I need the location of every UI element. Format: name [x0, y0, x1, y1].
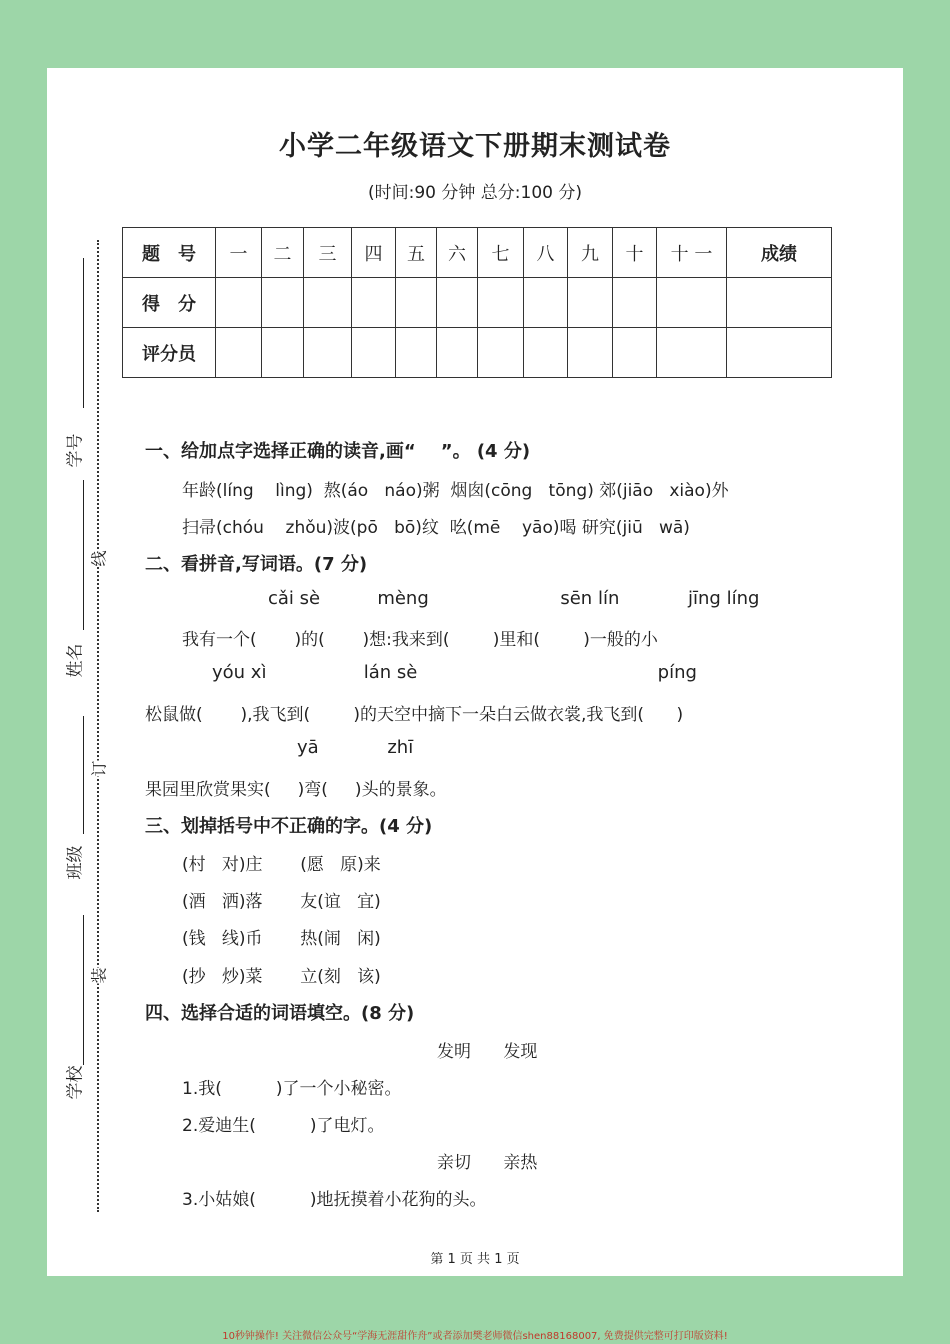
section-2-pinyin-2: yóu xì lán sè píng — [212, 662, 697, 683]
score-cell[interactable] — [396, 278, 437, 328]
grader-cell[interactable] — [613, 328, 657, 378]
promo-note: 10秒钟操作! 关注微信公众号“学海无涯甜作舟”或者添加樊老师微信shen88168007, 免费提供完整可打印版资料! — [222, 1331, 728, 1342]
grader-cell[interactable] — [396, 328, 437, 378]
score-cell[interactable] — [613, 278, 657, 328]
cut-label-zhuang: 装 — [85, 967, 112, 983]
table-header-cell: 十 一 — [657, 228, 727, 278]
dotted-cut-line — [97, 240, 99, 1212]
section-2-pinyin-3: yā zhī — [297, 737, 414, 758]
table-header-cell: 三 — [304, 228, 352, 278]
table-header-cell: 成绩 — [727, 228, 832, 278]
grader-cell[interactable] — [304, 328, 352, 378]
section-2-line-1: 我有一个( )的( )想:我来到( )里和( )一般的小 — [182, 630, 658, 650]
score-cell[interactable] — [262, 278, 304, 328]
page-subtitle: (时间:90 分钟 总分:100 分) — [367, 183, 582, 203]
grader-cell[interactable] — [437, 328, 478, 378]
section-4-title: 四、选择合适的词语填空。(8 分) — [145, 1003, 415, 1024]
section-2-line-3: 果园里欣赏果实( )弯( )头的景象。 — [145, 780, 447, 800]
score-cell[interactable] — [478, 278, 524, 328]
cut-label-ding: 订 — [85, 760, 112, 776]
section-2-pinyin-1: cǎi sè mèng sēn lín jīng líng — [268, 588, 760, 609]
table-header-cell: 十 — [613, 228, 657, 278]
score-cell[interactable] — [568, 278, 613, 328]
score-cell[interactable] — [437, 278, 478, 328]
student-id-label: 学号 — [65, 433, 86, 468]
school-label: 学校 — [65, 1065, 86, 1100]
section-4-question-1: 1.我( )了一个小秘密。 — [182, 1079, 402, 1099]
grader-cell[interactable] — [657, 328, 727, 378]
table-header-cell: 五 — [396, 228, 437, 278]
table-header-cell: 七 — [478, 228, 524, 278]
table-header-cell: 六 — [437, 228, 478, 278]
grader-cell[interactable] — [352, 328, 396, 378]
grader-cell[interactable] — [727, 328, 832, 378]
section-4-question-3: 3.小姑娘( )地抚摸着小花狗的头。 — [182, 1190, 487, 1210]
score-cell[interactable] — [727, 278, 832, 328]
section-3-title: 三、划掉括号中不正确的字。(4 分) — [145, 816, 433, 837]
table-header-cell: 题 号 — [123, 228, 216, 278]
school-line — [83, 915, 84, 1065]
table-row-score — [123, 278, 832, 328]
table-row-label: 评分员 — [123, 328, 216, 378]
section-3-line-1: (村 对)庄 (愿 原)来 — [182, 855, 381, 875]
table-header-cell: 二 — [262, 228, 304, 278]
table-row-label: 得 分 — [123, 278, 216, 328]
section-1-line-1: 年龄(líng lìng) 熬(áo náo)粥 烟囱(cōng tōng) 郊(jiāo xiào)外 — [182, 481, 729, 501]
section-4-words-1: 发明 发现 — [437, 1042, 538, 1062]
section-2-title: 二、看拼音,写词语。(7 分) — [145, 554, 368, 575]
section-2-line-2: 松鼠做( ),我飞到( )的天空中摘下一朵白云做衣裳,我飞到( ) — [145, 705, 684, 725]
grader-cell[interactable] — [524, 328, 568, 378]
page-footer: 第 1 页 共 1 页 — [430, 1252, 520, 1267]
grader-cell[interactable] — [216, 328, 262, 378]
section-3-line-3: (钱 线)币 热(闹 闲) — [182, 929, 381, 949]
page-title: 小学二年级语文下册期末测试卷 — [279, 131, 671, 162]
student-id-line — [83, 258, 84, 408]
score-cell[interactable] — [524, 278, 568, 328]
class-label: 班级 — [65, 845, 86, 880]
section-4-question-2: 2.爱迪生( )了电灯。 — [182, 1116, 385, 1136]
table-header-cell: 九 — [568, 228, 613, 278]
section-1-line-2: 扫帚(chóu zhǒu)波(pō bō)纹 吆(mē yāo)喝 研究(jiū wā) — [182, 518, 690, 538]
cut-label-line: 线 — [85, 550, 112, 566]
table-header-cell: 八 — [524, 228, 568, 278]
score-cell[interactable] — [216, 278, 262, 328]
table-header-cell: 一 — [216, 228, 262, 278]
section-1-title: 一、给加点字选择正确的读音,画“ ”。 (4 分) — [145, 441, 531, 462]
section-4-words-2: 亲切 亲热 — [437, 1153, 538, 1173]
section-3-line-4: (抄 炒)菜 立(刻 该) — [182, 967, 381, 987]
score-cell[interactable] — [657, 278, 727, 328]
grader-cell[interactable] — [568, 328, 613, 378]
score-table — [122, 227, 832, 378]
table-header-cell: 四 — [352, 228, 396, 278]
name-label: 姓名 — [65, 643, 86, 678]
binding-margin — [0, 0, 120, 1220]
score-cell[interactable] — [304, 278, 352, 328]
grader-cell[interactable] — [262, 328, 304, 378]
section-3-line-2: (酒 洒)落 友(谊 宜) — [182, 892, 381, 912]
table-row-header — [123, 228, 832, 278]
grader-cell[interactable] — [478, 328, 524, 378]
score-cell[interactable] — [352, 278, 396, 328]
table-row-grader — [123, 328, 832, 378]
